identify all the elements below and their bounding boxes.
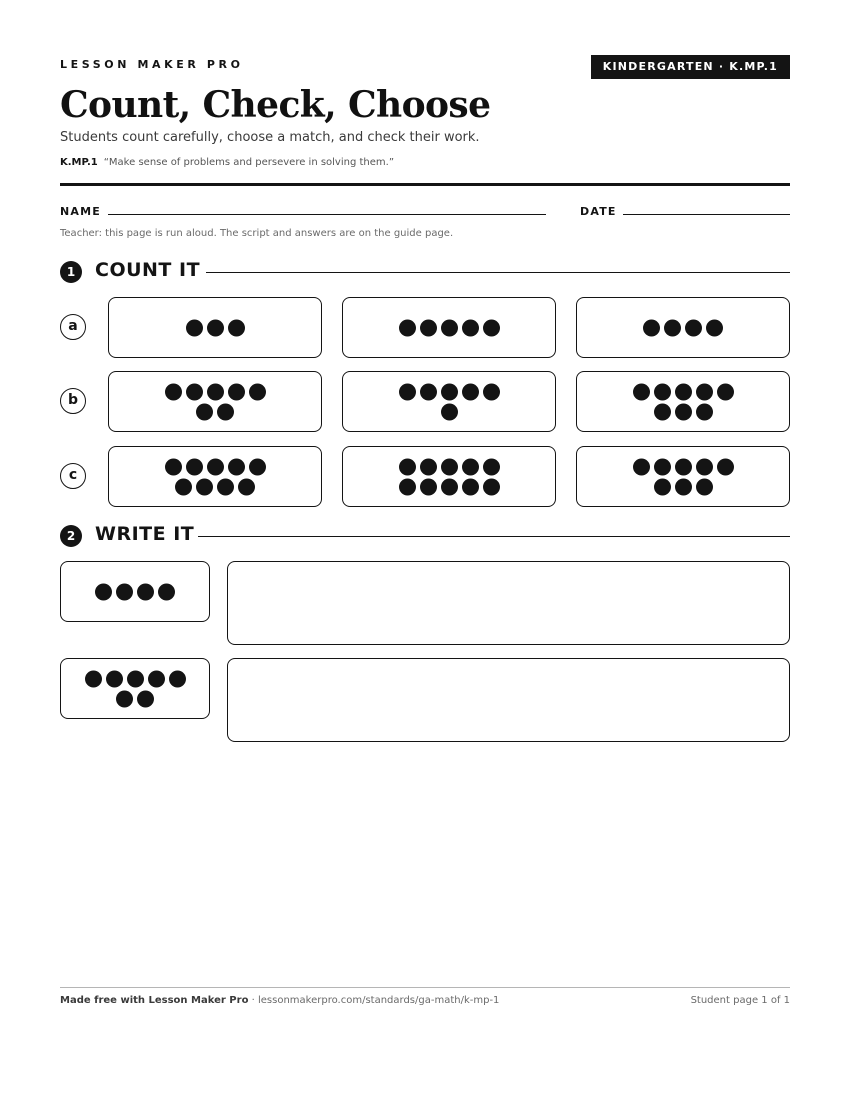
dot-row xyxy=(577,478,789,495)
counting-dot xyxy=(675,383,692,400)
counting-dot xyxy=(196,403,213,420)
counting-dot xyxy=(399,478,416,495)
counting-dot xyxy=(137,690,154,707)
counting-dot xyxy=(685,319,702,336)
dot-row xyxy=(577,383,789,400)
dot-group xyxy=(343,316,555,339)
counting-dot xyxy=(207,319,224,336)
counting-dot xyxy=(441,478,458,495)
counting-dot xyxy=(717,458,734,475)
dot-group xyxy=(109,316,321,339)
counting-dot xyxy=(249,458,266,475)
counting-dot xyxy=(95,583,112,600)
counting-dot xyxy=(633,383,650,400)
header-divider xyxy=(60,183,790,186)
dot-row xyxy=(577,403,789,420)
dot-row xyxy=(343,403,555,420)
standard-code: K.MP.1 xyxy=(60,157,98,168)
grade-badge: KINDERGARTEN · K.MP.1 xyxy=(591,55,790,79)
counting-dot xyxy=(207,383,224,400)
dot-group xyxy=(109,455,321,498)
write-it-dot-card-1 xyxy=(60,561,210,622)
counting-dot xyxy=(654,458,671,475)
counting-dot xyxy=(483,478,500,495)
counting-dot xyxy=(196,478,213,495)
counting-dot xyxy=(462,458,479,475)
section-rule xyxy=(198,536,790,537)
counting-dot xyxy=(399,319,416,336)
dot-row xyxy=(343,478,555,495)
section-write-it xyxy=(60,523,790,549)
counting-dot xyxy=(696,478,713,495)
counting-dot xyxy=(186,319,203,336)
counting-dot xyxy=(127,670,144,687)
dot-row xyxy=(109,458,321,475)
counting-dot xyxy=(664,319,681,336)
counting-dot xyxy=(675,478,692,495)
counting-dot xyxy=(228,319,245,336)
page-subtitle: Students count carefully, choose a match, and check their work. xyxy=(60,130,480,145)
dot-group xyxy=(61,580,209,603)
counting-dot xyxy=(654,403,671,420)
standard-text: “Make sense of problems and persevere in solving them.” xyxy=(103,157,395,168)
counting-dot xyxy=(441,319,458,336)
counting-dot xyxy=(217,403,234,420)
section-number: 1 xyxy=(60,261,82,283)
counting-dot xyxy=(148,670,165,687)
counting-dot xyxy=(165,458,182,475)
brand-name: LESSON MAKER PRO xyxy=(60,58,244,71)
dot-group xyxy=(343,380,555,423)
counting-dot xyxy=(169,670,186,687)
name-line[interactable] xyxy=(108,214,546,215)
counting-dot xyxy=(420,458,437,475)
section-count-it xyxy=(60,259,790,285)
row-letter-c: c xyxy=(60,463,86,489)
counting-dot xyxy=(483,383,500,400)
counting-dot xyxy=(186,383,203,400)
date-line[interactable] xyxy=(623,214,790,215)
counting-dot xyxy=(654,478,671,495)
counting-dot xyxy=(228,383,245,400)
counting-dot xyxy=(165,383,182,400)
dot-card-a-2[interactable] xyxy=(342,297,556,358)
row-letter-a: a xyxy=(60,314,86,340)
dot-card-c-1[interactable] xyxy=(108,446,322,507)
dot-card-b-1[interactable] xyxy=(108,371,322,432)
counting-dot xyxy=(483,458,500,475)
counting-dot xyxy=(186,458,203,475)
dot-group xyxy=(577,455,789,498)
counting-dot xyxy=(483,319,500,336)
dot-group xyxy=(109,380,321,423)
dot-card-a-1[interactable] xyxy=(108,297,322,358)
write-it-answer-box-2[interactable] xyxy=(227,658,790,742)
dot-row xyxy=(61,583,209,600)
dot-row xyxy=(61,690,209,707)
counting-dot xyxy=(116,690,133,707)
dot-row xyxy=(109,403,321,420)
row-letter-b: b xyxy=(60,388,86,414)
counting-dot xyxy=(420,383,437,400)
counting-dot xyxy=(399,383,416,400)
counting-dot xyxy=(228,458,245,475)
dot-group xyxy=(577,380,789,423)
dot-card-c-2[interactable] xyxy=(342,446,556,507)
counting-dot xyxy=(696,383,713,400)
counting-dot xyxy=(85,670,102,687)
dot-card-a-3[interactable] xyxy=(576,297,790,358)
counting-dot xyxy=(441,403,458,420)
counting-dot xyxy=(207,458,224,475)
counting-dot xyxy=(441,458,458,475)
section-title: WRITE IT xyxy=(95,523,195,545)
counting-dot xyxy=(249,383,266,400)
counting-dot xyxy=(116,583,133,600)
dot-group xyxy=(577,316,789,339)
dot-group xyxy=(61,667,209,710)
footer-separator: · xyxy=(248,995,258,1006)
dot-row xyxy=(343,319,555,336)
dot-row xyxy=(343,383,555,400)
counting-dot xyxy=(462,478,479,495)
counting-dot xyxy=(217,478,234,495)
counting-dot xyxy=(420,319,437,336)
date-label: DATE xyxy=(580,205,617,218)
counting-dot xyxy=(137,583,154,600)
counting-dot xyxy=(717,383,734,400)
counting-dot xyxy=(441,383,458,400)
counting-dot xyxy=(106,670,123,687)
footer-page-number: Student page 1 of 1 xyxy=(690,995,790,1006)
dot-row xyxy=(577,458,789,475)
counting-dot xyxy=(238,478,255,495)
dot-card-b-3[interactable] xyxy=(576,371,790,432)
counting-dot xyxy=(654,383,671,400)
counting-dot xyxy=(675,458,692,475)
dot-row xyxy=(109,383,321,400)
counting-dot xyxy=(696,458,713,475)
dot-group xyxy=(343,455,555,498)
counting-dot xyxy=(462,383,479,400)
worksheet-page xyxy=(60,0,790,1100)
counting-dot xyxy=(633,458,650,475)
page-title: Count, Check, Choose xyxy=(60,84,491,126)
footer-url[interactable]: lessonmakerpro.com/standards/ga-math/k-mp-1 xyxy=(257,995,500,1006)
write-it-dot-card-2 xyxy=(60,658,210,719)
footer-divider xyxy=(60,987,790,988)
dot-row xyxy=(343,458,555,475)
counting-dot xyxy=(675,403,692,420)
write-it-answer-box-1[interactable] xyxy=(227,561,790,645)
standard-line xyxy=(60,157,394,168)
dot-row xyxy=(109,478,321,495)
footer-credit xyxy=(60,995,499,1006)
teacher-note: Teacher: this page is run aloud. The script and answers are on the guide page. xyxy=(60,228,454,239)
section-title: COUNT IT xyxy=(95,259,201,281)
dot-row xyxy=(61,670,209,687)
counting-dot xyxy=(706,319,723,336)
dot-card-b-2[interactable] xyxy=(342,371,556,432)
counting-dot xyxy=(462,319,479,336)
counting-dot xyxy=(420,478,437,495)
name-label: NAME xyxy=(60,205,101,218)
dot-card-c-3[interactable] xyxy=(576,446,790,507)
counting-dot xyxy=(643,319,660,336)
section-rule xyxy=(206,272,790,273)
section-number: 2 xyxy=(60,525,82,547)
counting-dot xyxy=(696,403,713,420)
footer-made-with: Made free with Lesson Maker Pro xyxy=(60,995,249,1006)
dot-row xyxy=(577,319,789,336)
counting-dot xyxy=(158,583,175,600)
dot-row xyxy=(109,319,321,336)
counting-dot xyxy=(175,478,192,495)
counting-dot xyxy=(399,458,416,475)
